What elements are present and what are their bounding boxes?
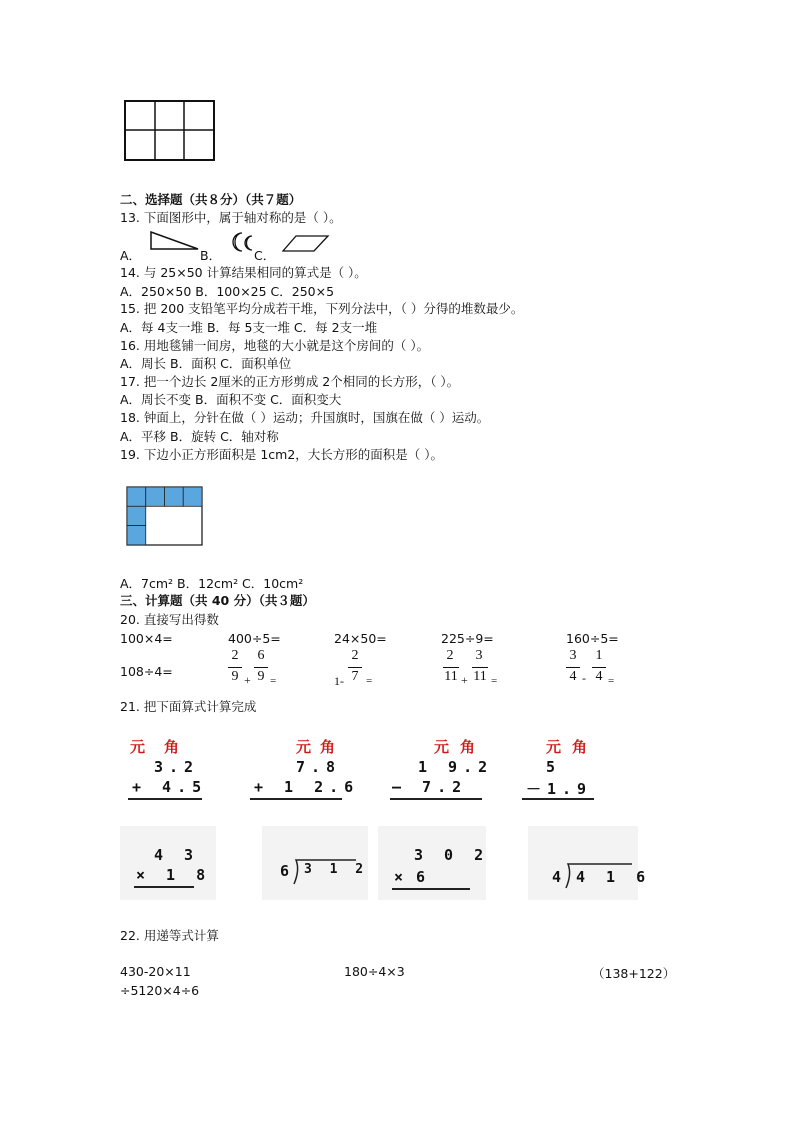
question-18: 18. 钟面上，分针在做（ ）运动；升国旗时，国旗在做（ ）运动。: [120, 410, 490, 425]
numerator: 2: [446, 648, 454, 663]
question-14: 14. 与 25×50 计算结果相同的算式是（ ）。: [120, 265, 367, 280]
multiplication-problem-2: [378, 826, 490, 900]
top-number: 7.8: [296, 758, 342, 776]
unit-jiao: 角: [460, 738, 476, 756]
top-number: 1 9.2: [418, 758, 494, 776]
vertical-problem-3: [390, 736, 494, 802]
bottom-number: + 1 2.6: [254, 778, 360, 796]
denominator: 11: [473, 669, 487, 684]
q17-options: A．周长不变 B．面积不变 C．面积变大: [120, 392, 342, 407]
denominator: 4: [595, 669, 603, 684]
question-15: 15. 把 200 支铅笔平均分成若干堆，下列分法中，（ ）分得的堆数最少。: [120, 301, 524, 316]
top-number: 5: [546, 758, 562, 776]
q18-options: A．平移 B．旋转 C．轴对称: [120, 429, 279, 444]
bottom-number: × 1 8: [136, 866, 212, 884]
q13-option-c-label: C．: [254, 248, 276, 263]
q16-options: A．周长 B．面积 C．面积单位: [120, 356, 292, 371]
operator: +: [461, 673, 468, 687]
equals: =: [270, 675, 277, 687]
question-20: 20. 直接写出得数: [120, 612, 219, 627]
top-number: 3.2: [154, 758, 200, 776]
unit-yuan: 元: [130, 738, 146, 756]
q15-options: A．每 4支一堆 B．每 5支一堆 C．每 2支一堆: [120, 320, 378, 335]
expression-1: 430-20×11: [120, 964, 191, 979]
fraction-expression: [334, 648, 394, 688]
calc-item: 24×50=: [334, 631, 387, 646]
expression-3: （138+122）: [592, 966, 676, 981]
numerator: 1: [595, 648, 603, 663]
denominator: 4: [569, 669, 577, 684]
operator: +: [244, 673, 251, 687]
calc-item: 225÷9=: [441, 631, 494, 646]
unit-yuan: 元: [434, 738, 450, 756]
divisor: 4: [552, 868, 568, 886]
divisor: 6: [280, 862, 296, 880]
calc-item: 108÷4=: [120, 664, 173, 679]
unit-yuan: 元: [546, 738, 562, 756]
unit-jiao: 角: [164, 738, 180, 756]
top-number: 3 0 2: [414, 846, 490, 864]
question-16: 16. 用地毯铺一间房，地毯的大小就是这个房间的（ ）。: [120, 338, 430, 353]
division-problem-1: [262, 826, 368, 900]
equals: =: [491, 675, 498, 687]
section3-title: 三、计算题（共 40 分）（共３题）: [120, 593, 315, 608]
question-19: 19. 下边小正方形面积是 1cm2，大长方形的面积是（ ）。: [120, 447, 444, 462]
fraction-expression: [566, 648, 626, 688]
vertical-problem-1: [124, 736, 208, 802]
bottom-number: + 4.5: [132, 778, 208, 796]
question-17: 17. 把一个边长 2厘米的正方形剪成 2个相同的长方形，（ ）。: [120, 374, 460, 389]
triangle-icon: [150, 231, 200, 251]
equals: =: [608, 675, 615, 687]
multiplication-problem-1: [120, 826, 216, 900]
bottom-number: －1.9: [526, 780, 593, 798]
expression-4: ÷5120×4÷6: [120, 983, 200, 998]
area-grid-figure: [126, 486, 204, 548]
numerator: 3: [475, 648, 483, 663]
top-number: 4 3: [154, 846, 200, 864]
question-22: 22. 用递等式计算: [120, 928, 219, 943]
calc-item: 400÷5=: [228, 631, 281, 646]
section2-title: 二、选择题（共８分）（共７题）: [120, 192, 302, 207]
grid-figure-top: [124, 100, 216, 162]
q13-option-a-label: A．: [120, 248, 142, 263]
question-13: 13. 下面图形中，属于轴对称的是（ ）。: [120, 210, 342, 225]
denominator: 7: [351, 669, 359, 684]
dividend: 4 1 6: [576, 868, 652, 886]
unit-jiao: 角: [572, 738, 588, 756]
numerator: 2: [231, 648, 239, 663]
unit-jiao: 角: [320, 738, 336, 756]
prefix: 1-: [334, 674, 344, 688]
q13-option-b-label: B．: [200, 248, 222, 263]
operator: -: [582, 671, 586, 685]
denominator: 9: [257, 669, 265, 684]
question-21: 21. 把下面算式计算完成: [120, 699, 257, 714]
calc-item: 100×4=: [120, 631, 173, 646]
bottom-number: × 6: [394, 868, 428, 886]
q19-options: A．7cm² B．12cm² C．10cm²: [120, 576, 304, 591]
division-problem-2: [528, 826, 652, 900]
denominator: 11: [444, 669, 458, 684]
expression-2: 180÷4×3: [344, 964, 405, 979]
equals: =: [366, 675, 373, 687]
numerator: 2: [351, 648, 359, 663]
numerator: 6: [257, 648, 265, 663]
bottom-number: — 7.2: [392, 778, 468, 796]
numerator: 3: [569, 648, 577, 663]
vertical-problem-4: [522, 736, 596, 802]
vertical-problem-2: [250, 736, 360, 802]
calc-item: 160÷5=: [566, 631, 619, 646]
dividend: 3 1 2: [304, 862, 369, 877]
q14-options: A．250×50 B．100×25 C．250×5: [120, 284, 335, 299]
unit-yuan: 元: [296, 738, 312, 756]
fraction-expression: [441, 648, 511, 688]
denominator: 9: [231, 669, 239, 684]
parallelogram-icon: [282, 235, 330, 253]
fraction-expression: [228, 648, 288, 688]
